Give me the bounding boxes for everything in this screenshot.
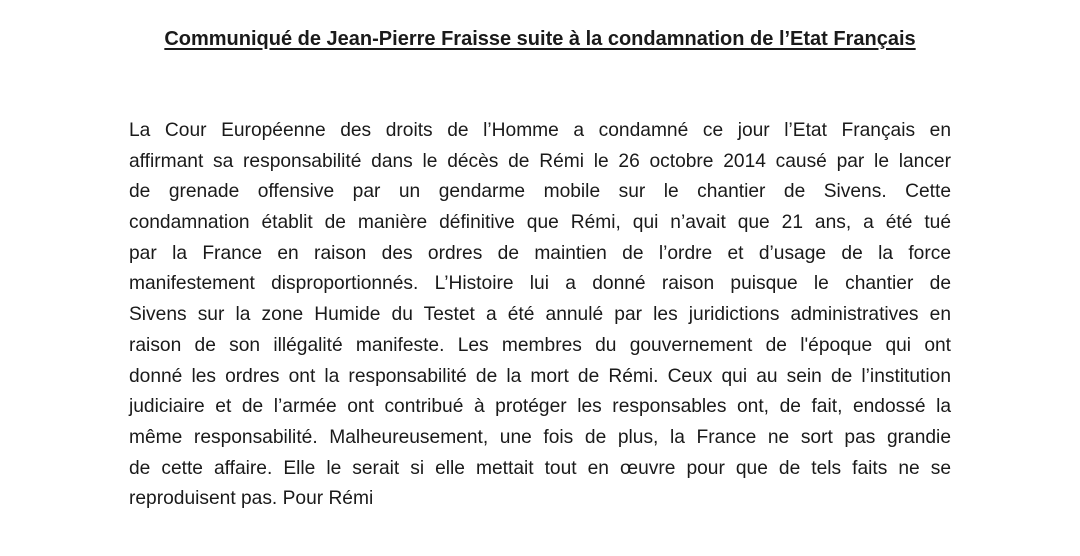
body-line: par la France en raison des ordres de maintien de l’ordre et d’usage de la force xyxy=(129,242,951,264)
body-line: affirmant sa responsabilité dans le décès de Rémi le 26 octobre 2014 causé par le lancer xyxy=(129,150,951,172)
body-line: même responsabilité. Malheureusement, une fois de plus, la France ne sort pas grandie xyxy=(129,426,951,448)
document-body xyxy=(129,116,951,515)
body-line: donné les ordres ont la responsabilité de la mort de Rémi. Ceux qui au sein de l’institution xyxy=(129,365,951,387)
body-line: judiciaire et de l’armée ont contribué à protéger les responsables ont, de fait, endossé la xyxy=(129,396,951,418)
document-title: Communiqué de Jean-Pierre Fraisse suite à la condamnation de l’Etat Français xyxy=(164,28,916,50)
body-line: La Cour Européenne des droits de l’Homme a condamné ce jour l’Etat Français en xyxy=(129,120,951,141)
body-line: reproduisent pas. Pour Rémi xyxy=(129,488,374,510)
body-line: manifestement disproportionnés. L’Histoire lui a donné raison puisque le chantier de xyxy=(129,273,951,295)
body-line: de grenade offensive par un gendarme mobile sur le chantier de Sivens. Cette xyxy=(129,181,951,203)
body-line: raison de son illégalité manifeste. Les membres du gouvernement de l'époque qui ont xyxy=(129,334,951,356)
body-line: condamnation établit de manière définitive que Rémi, qui n’avait que 21 ans, a été tué xyxy=(129,212,951,234)
body-line: de cette affaire. Elle le serait si elle mettait tout en œuvre pour que de tels faits ne se xyxy=(129,457,951,479)
body-line: Sivens sur la zone Humide du Testet a été annulé par les juridictions administratives en xyxy=(129,304,951,326)
